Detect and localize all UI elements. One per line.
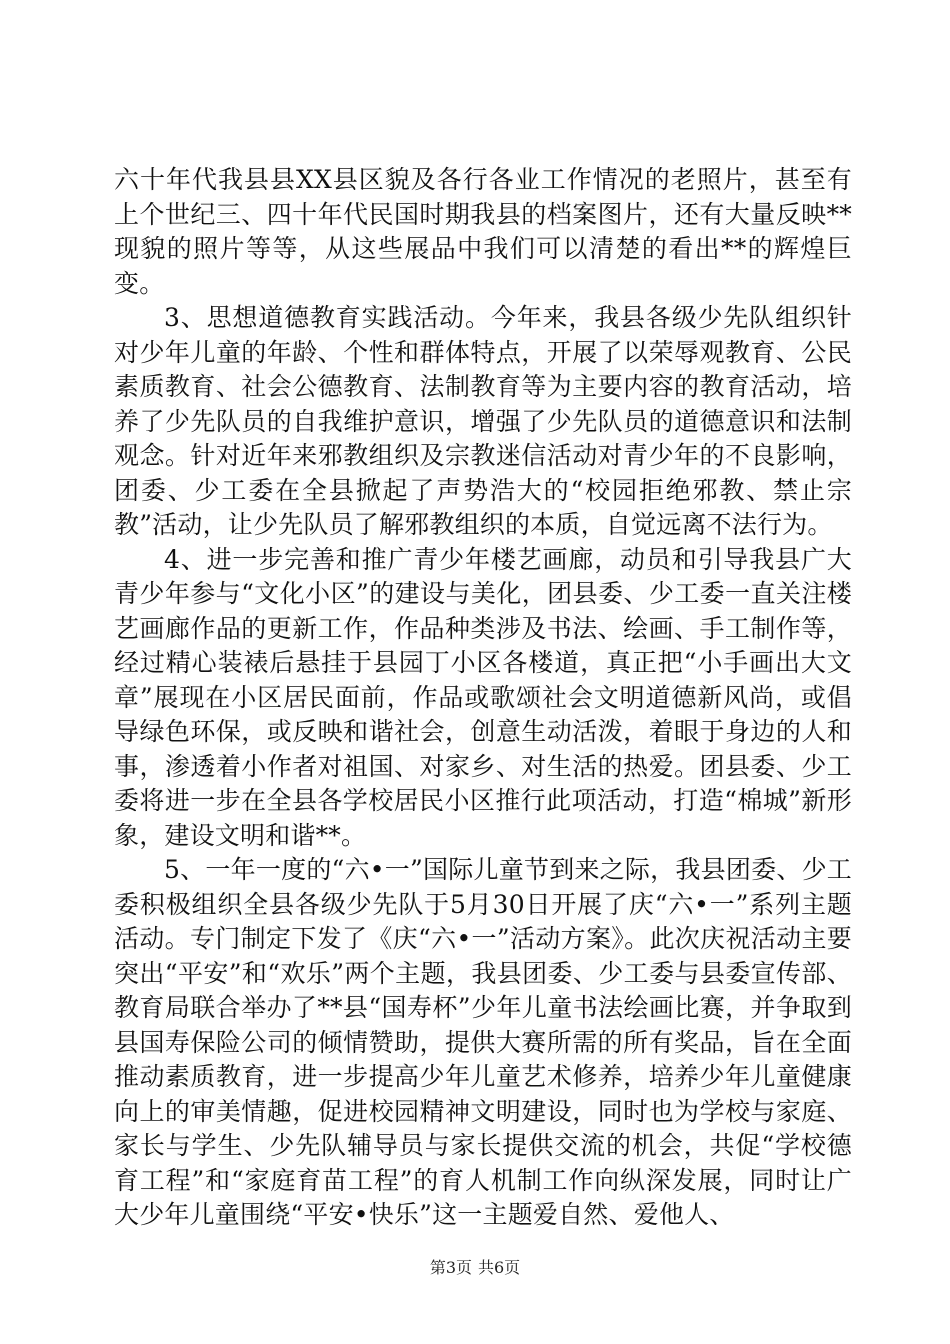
page-number: 第3页 bbox=[429, 1258, 472, 1277]
paragraph-item-5: 5、一年一度的“六•一”国际儿童节到来之际，我县团委、少工委积极组织全县各级少先队于5月30日开展了庆“六•一”系列主题活动。专门制定下发了《庆“六•一”活动方案》。此次庆祝活动主要突出“平安”和“欢乐”两个主题，我县团委、少工委与县委宣传部、教育局联合举办了**县“国寿杯”少年儿童书法绘画比赛，并争取到县国寿保险公司的倾情赞助，提供大赛所需的所有奖品，旨在全面推动素质教育，进一步提高少年儿童艺术修养，培养少年儿童健康向上的审美情趣，促进校园精神文明建设，同时也为学校与家庭、家长与学生、少先队辅导员与家长提供交流的机会，共促“学校德育工程”和“家庭育苗工程”的育人机制工作向纵深发展，同时让广大少年儿童围绕“平安•快乐”这一主题爱自然、爱他人、 bbox=[114, 855, 852, 1229]
paragraph-continued: 六十年代我县县XX县区貌及各行各业工作情况的老照片，甚至有上个世纪三、四十年代民国时期我县的档案图片，还有大量反映**现貌的照片等等，从这些展品中我们可以清楚的看出**的辉煌巨变。 bbox=[114, 165, 852, 298]
paragraph-item-3: 3、思想道德教育实践活动。今年来，我县各级少先队组织针对少年儿童的年龄、个性和群体特点，开展了以荣辱观教育、公民素质教育、社会公德教育、法制教育等为主要内容的教育活动，培养了少先队员的自我维护意识，增强了少先队员的道德意识和法制观念。针对近年来邪教组织及宗教迷信活动对青少年的不良影响，团委、少工委在全县掀起了声势浩大的“校园拒绝邪教、禁止宗教”活动，让少先队员了解邪教组织的本质，自觉远离不法行为。 bbox=[114, 303, 852, 539]
page-footer bbox=[0, 1258, 950, 1278]
paragraph-item-4: 4、进一步完善和推广青少年楼艺画廊，动员和引导我县广大青少年参与“文化小区”的建设与美化，团县委、少工委一直关注楼艺画廊作品的更新工作，作品种类涉及书法、绘画、手工制作等，经过精心装裱后悬挂于县园丁小区各楼道，真正把“小手画出大文章”展现在小区居民面前，作品或歌颂社会文明道德新风尚，或倡导绿色环保，或反映和谐社会，创意生动活泼，着眼于身边的人和事，渗透着小作者对祖国、对家乡、对生活的热爱。团县委、少工委将进一步在全县各学校居民小区推行此项活动，打造“棉城”新形象，建设文明和谐**。 bbox=[114, 544, 852, 850]
page-total: 共6页 bbox=[478, 1258, 521, 1277]
document-body bbox=[114, 163, 852, 1233]
